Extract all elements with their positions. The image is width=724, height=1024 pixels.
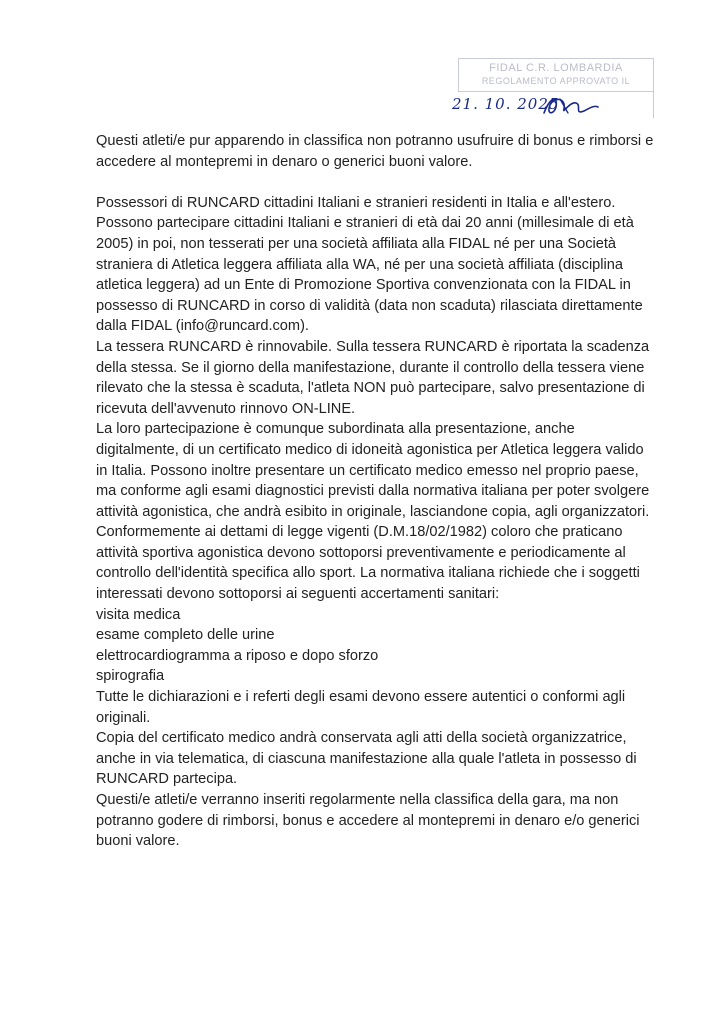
- stamp-border-tick: [653, 92, 654, 118]
- list-item: elettrocardiogramma a riposo e dopo sforzo: [96, 647, 379, 664]
- paragraph-certificate-copy: Copia del certificato medico andrà conservata agli atti della società organizzatrice, anche in via telematica, di ciascuna manifestazione alla quale l'atleta in possesso di RUNCARD partecipa.: [96, 730, 637, 788]
- list-item: spirografia: [96, 668, 165, 685]
- paragraph-declarations: Tutte le dichiarazioni e i referti degli esami devono essere autentici o conformi agli originali.: [96, 689, 626, 726]
- list-item: esame completo delle urine: [96, 627, 275, 644]
- paragraph-medical-certificate: La loro partecipazione è comunque subordinata alla presentazione, anche digitalmente, di un certificato medico di idoneità agonistica per Atletica leggera valido in Italia. Possono inoltre presentare un certificato medico emesso nel proprio paese, ma conforme agli esami diagnostici previsti dalla normativa italiana per poter svolgere attività agonistica, che andrà esibito in originale, lasciandone copia, agli organizzatori. Conformemente ai dettami di legge vigenti (D.M.18/02/1982) coloro che praticano attività sportiva agonistica devono sottoporsi preventivamente e periodicamente al controllo dell'identità specifica allo sport. La normativa italiana richiede che i soggetti interessati devono sottoporsi ai seguenti accertamenti sanitari:: [96, 421, 650, 603]
- stamp-line-2: REGOLAMENTO APPROVATO IL: [481, 76, 631, 86]
- regulation-body: [96, 131, 656, 852]
- stamp-line-1: FIDAL C.R. LOMBARDIA: [489, 62, 623, 74]
- list-item: visita medica: [96, 606, 181, 623]
- paragraph-runcard-renewal: La tessera RUNCARD è rinnovabile. Sulla tessera RUNCARD è riportata la scadenza della stessa. Se il giorno della manifestazione, durante il controllo della tessera viene rilevato che la stessa è scaduta, l'atleta NON può partecipare, salvo presentazione di ricevuta dell'avvenuto rinnovo ON-LINE.: [96, 338, 650, 417]
- stamp-handwritten-date: 21. 10. 2025: [452, 95, 560, 113]
- paragraph-classification: Questi/e atleti/e verranno inseriti regolarmente nella classifica della gara, ma non potranno godere di rimborsi, bonus e accedere al montepremi in denaro e/o generici buoni valore.: [96, 792, 640, 850]
- approval-stamp: [458, 58, 654, 92]
- signature-icon: [540, 93, 600, 119]
- paragraph-gap: [96, 172, 656, 193]
- paragraph-bonus-exclusion: Questi atleti/e pur apparendo in classifica non potranno usufruire di bonus e rimborsi e accedere al montepremi in denaro o generici buoni valore.: [96, 133, 654, 170]
- paragraph-runcard-holders: Possessori di RUNCARD cittadini Italiani e stranieri residenti in Italia e all'estero. Possono partecipare cittadini Italiani e stranieri di età dai 20 anni (millesimale di età 2005) in poi, non tesserati per una società affiliata alla FIDAL né per una Società straniera di Atletica leggera affiliata alla WA, né per una società affiliata (disciplina atletica leggera) ad un Ente di Promozione Sportiva convenzionata con la FIDAL in possesso di RUNCARD in corso di validità (data non scaduta) rilasciata direttamente dalla FIDAL (info@runcard.com).: [96, 194, 643, 335]
